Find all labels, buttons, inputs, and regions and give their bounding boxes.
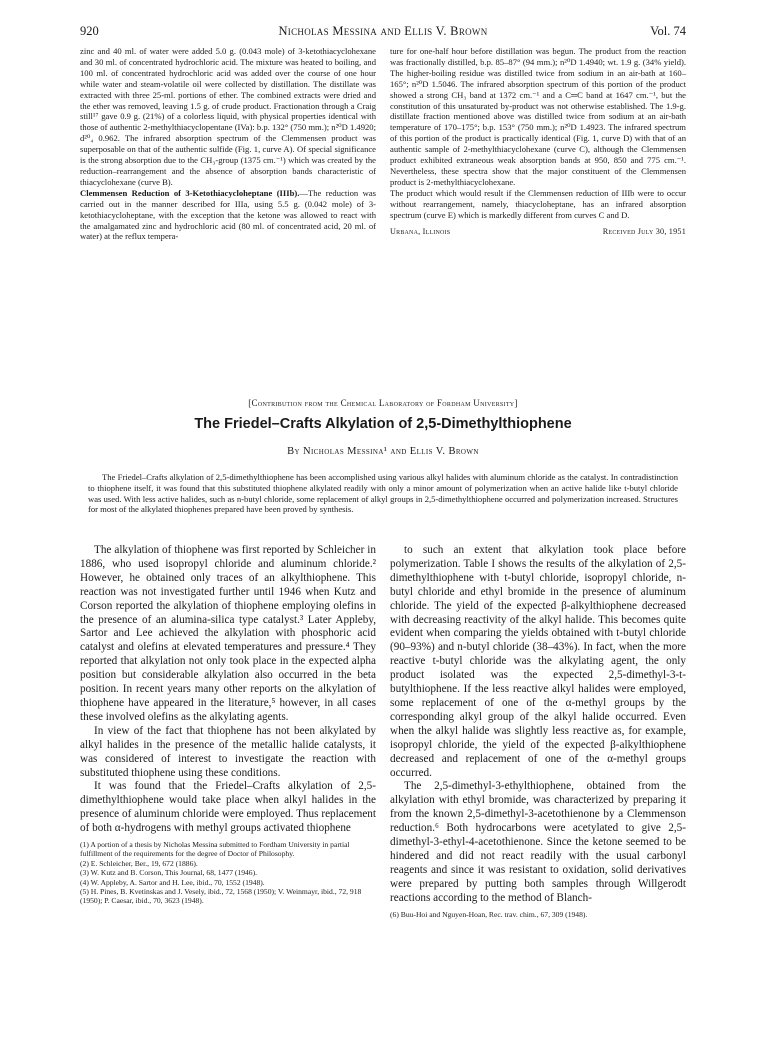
section-text: —The reduction was carried out in the manner described for IIIa, using 5.5 g. (0.042 mole) of 3-ketothiacycloheptane, with the exception that the ketone was allowed to react with the amalgamated zinc and hydrochloric acid (80 ml. of concentrated acid, 20 ml. of water) at the reflux tempera- xyxy=(80,187,376,242)
top-right-column xyxy=(390,46,686,237)
paragraph: The alkylation of thiophene was first reported by Schleicher in 1886, who used isopropyl chloride and aluminum chloride.² However, he obtained only traces of an alkylthiophene. This reaction was not investigated further until 1946 when Kutz and Corson reported the alkylation of thiophene employing olefins in the presence of an alumina-silica type catalyst.³ Later Appleby, Sartor and Lee achieved the alkylation with phosphoric acid catalyst and olefins at elevated temperatures and pressure.⁴ They reported that alkylation not only took place in the expected alpha position but considerable alkylation also occurred in the beta position. In recent years many other reports on the alkylation of thiophene have appeared in the literature,⁵ however, in all cases these involved olefins as the alkylating agents. xyxy=(80,544,376,723)
running-header xyxy=(80,24,686,42)
footnotes xyxy=(80,840,376,906)
footnote: (1) A portion of a thesis by Nicholas Messina submitted to Fordham University in partial fulfillment of the requirements for the degree of Doctor of Philosophy. xyxy=(80,840,350,859)
page-number: 920 xyxy=(80,24,99,38)
footnote: (5) H. Pines, B. Kvetinskas and J. Vesely, ibid., 72, 1568 (1950); V. Weinmayr, ibid., 72, 918 (1950); P. Caesar, ibid., 70, 3623 (1948). xyxy=(80,887,362,906)
byline: By Nicholas Messina¹ and Ellis V. Brown xyxy=(287,446,479,457)
article-body xyxy=(80,544,686,1024)
place: Urbana, Illinois xyxy=(390,226,451,236)
footnotes xyxy=(390,910,686,919)
footnote: (2) E. Schleicher, Ber., 19, 672 (1886). xyxy=(80,858,198,868)
running-authors: Nicholas Messina and Ellis V. Brown xyxy=(278,24,488,38)
contribution-line: [Contribution from the Chemical Laboratory of Fordham University] xyxy=(248,398,518,408)
footnote: (4) W. Appleby, A. Sartor and H. Lee, ibid., 70, 1552 (1948). xyxy=(80,877,265,887)
volume-label: Vol. 74 xyxy=(650,24,686,38)
top-left-column xyxy=(80,46,376,242)
body-left-column xyxy=(80,544,376,906)
previous-article-tail xyxy=(80,46,686,356)
footnote: (6) Buu-Hoi and Nguyen-Hoan, Rec. trav. chim., 67, 309 (1948). xyxy=(390,909,588,919)
paragraph: to such an extent that alkylation took place before polymerization. Table I shows the results of the alkylation of 2,5-dimethylthiophene with t-butyl chloride, isopropyl chloride, n-butyl chloride and ethyl bromide in the presence of aluminum chloride. The yield of the expected β-alkylthiophene decreased with decreasing reactivity of the alkyl halide. This becomes quite evident when comparing the yields obtained with t-butyl chloride (90–93%) and n-butyl chloride (38–43%). In fact, when the more reactive t-butyl chloride was the alkylating agent, the only product isolated was the expected 2,5-dimethyl-3-t-butylthiophene. If the less reactive alkyl halides were employed, some replacement of one of the α-methyl groups by the corresponding alkyl group of the alkyl halide occurred. Even when the alkyl halide was slightly less reactive as, for example, isopropyl chloride, the yield of the expected β-alkylthiophene decreased and replacement of one of the α-methyl groups occurred. xyxy=(390,544,686,779)
paragraph: zinc and 40 ml. of water were added 5.0 g. (0.043 mole) of 3-ketothiacyclohexane and 30 ml. of concentrated hydrochloric acid. The mixture was heated to boiling, and 100 ml. of concentrated hydrochloric acid was added over the course of one hour while water and steam-volatile oil were collected by distillation. The distillate was extracted with three 25-ml. portions of ether. The combined extracts were dried and the ether was removed, leaving 1.5 g. of crude product. Fractionation through a Craig still¹⁷ gave 0.9 g. (21%) of a colorless liquid, with physical properties identical with those of authentic 2-methylthiacyclopentane (IVa): b.p. 132° (750 mm.); n²⁰D 1.4920; d²⁰₄ 0.962. The infrared absorption spectrum of the Clemmensen product was superposable on that of the authentic sulfide (Fig. 1, curve A). Of special significance is the strong absorption due to the CH₃-group (1375 cm.⁻¹) which was created by the reduction–rearrangement and the absence of absorption bands characteristic of thiacyclohexane (curve B). xyxy=(80,46,376,187)
footnote: (3) W. Kutz and B. Corson, This Journal, 68, 1477 (1946). xyxy=(80,868,258,878)
paragraph: It was found that the Friedel–Crafts alkylation of 2,5-dimethylthiophene would take place when alkyl halides in the presence of aluminum chloride were employed. Thus replacement of both α-hydrogens with methyl groups activated thiophene xyxy=(80,780,376,835)
paragraph: The product which would result if the Clemmensen reduction of IIIb were to occur without rearrangement, namely, thiacycloheptane, has an infrared absorption spectrum (curve E) which is markedly different from curves C and D. xyxy=(390,187,686,220)
body-right-column xyxy=(390,544,686,919)
abstract: The Friedel–Crafts alkylation of 2,5-dimethylthiophene has been accomplished using various alkyl halides with aluminum chloride as the catalyst. In contradistinction to thiophene itself, it was found that this substituted thiophene alkylated readily with only a minor amount of polymerization when an active halide like t-butyl chloride was used. With less active halides, such as n-butyl chloride, some replacement of alkyl groups in 2,5-dimethylthiophene occurred and polymerization increased. Structures for most of the alkylated thiophenes prepared have been proved by synthesis. xyxy=(88,472,678,515)
paragraph: In view of the fact that thiophene has not been alkylated by alkyl halides in the presence of the metallic halide catalysts, it was considered of interest to investigate the reaction with substituted thiophene using these conditions. xyxy=(80,724,376,779)
section-heading: Clemmensen Reduction of 3-Ketothiacycloheptane (IIIb). xyxy=(80,187,300,198)
received-date: Received July 30, 1951 xyxy=(602,226,686,236)
article-title: The Friedel–Crafts Alkylation of 2,5-Dimethylthiophene xyxy=(194,416,572,432)
paragraph xyxy=(80,188,376,243)
signature-line xyxy=(390,227,686,238)
paragraph: The 2,5-dimethyl-3-ethylthiophene, obtained from the alkylation with ethyl bromide, was characterized by preparing it from the known 2,5-dimethyl-3-acetothienone by a Clemmenson reduction.⁶ Both hydrocarbons were acetylated to give 2,5-dimethyl-3-ethyl-4-acetothienone. Since the ketone seemed to be hindered and did not react readily with the usual carbonyl reagents and since it was resistant to oxidation, solid derivatives were prepared by putting both samples through Willgerodt reactions according to the method of Blanch- xyxy=(390,780,686,904)
paragraph: ture for one-half hour before distillation was begun. The product from the reaction was fractionally distilled, b.p. 85–87° (94 mm.); n²⁰D 1.4940; wt. 1.9 g. (34% yield). The higher-boiling residue was distilled twice from sodium in an air-bath at 160–165°; n²⁰D 1.5046. The infrared absorption spectrum of this portion of the product showed a strong CH₃ band at 1372 cm.⁻¹ and a C═C band at 1647 cm.⁻¹, but the constitution of this unsaturated by-product was not otherwise established. The 1.9-g. distillate fraction mentioned above was distilled twice from sodium at an air-bath temperature of 170–175°; b.p. 153° (750 mm.); n²⁰D 1.4923. The infrared spectrum of this portion of the product is practically identical (Fig. 1, curve D) with that of an authentic sample of 2-methylthiacyclohexane (curve C), although the Clemmensen product exhibited extraneous weak absorption bands at 950, 850 and 775 cm.⁻¹. Nevertheless, these spectra show that the major constituent of the Clemmensen product is 2-methylthiacyclohexane. xyxy=(390,46,686,187)
